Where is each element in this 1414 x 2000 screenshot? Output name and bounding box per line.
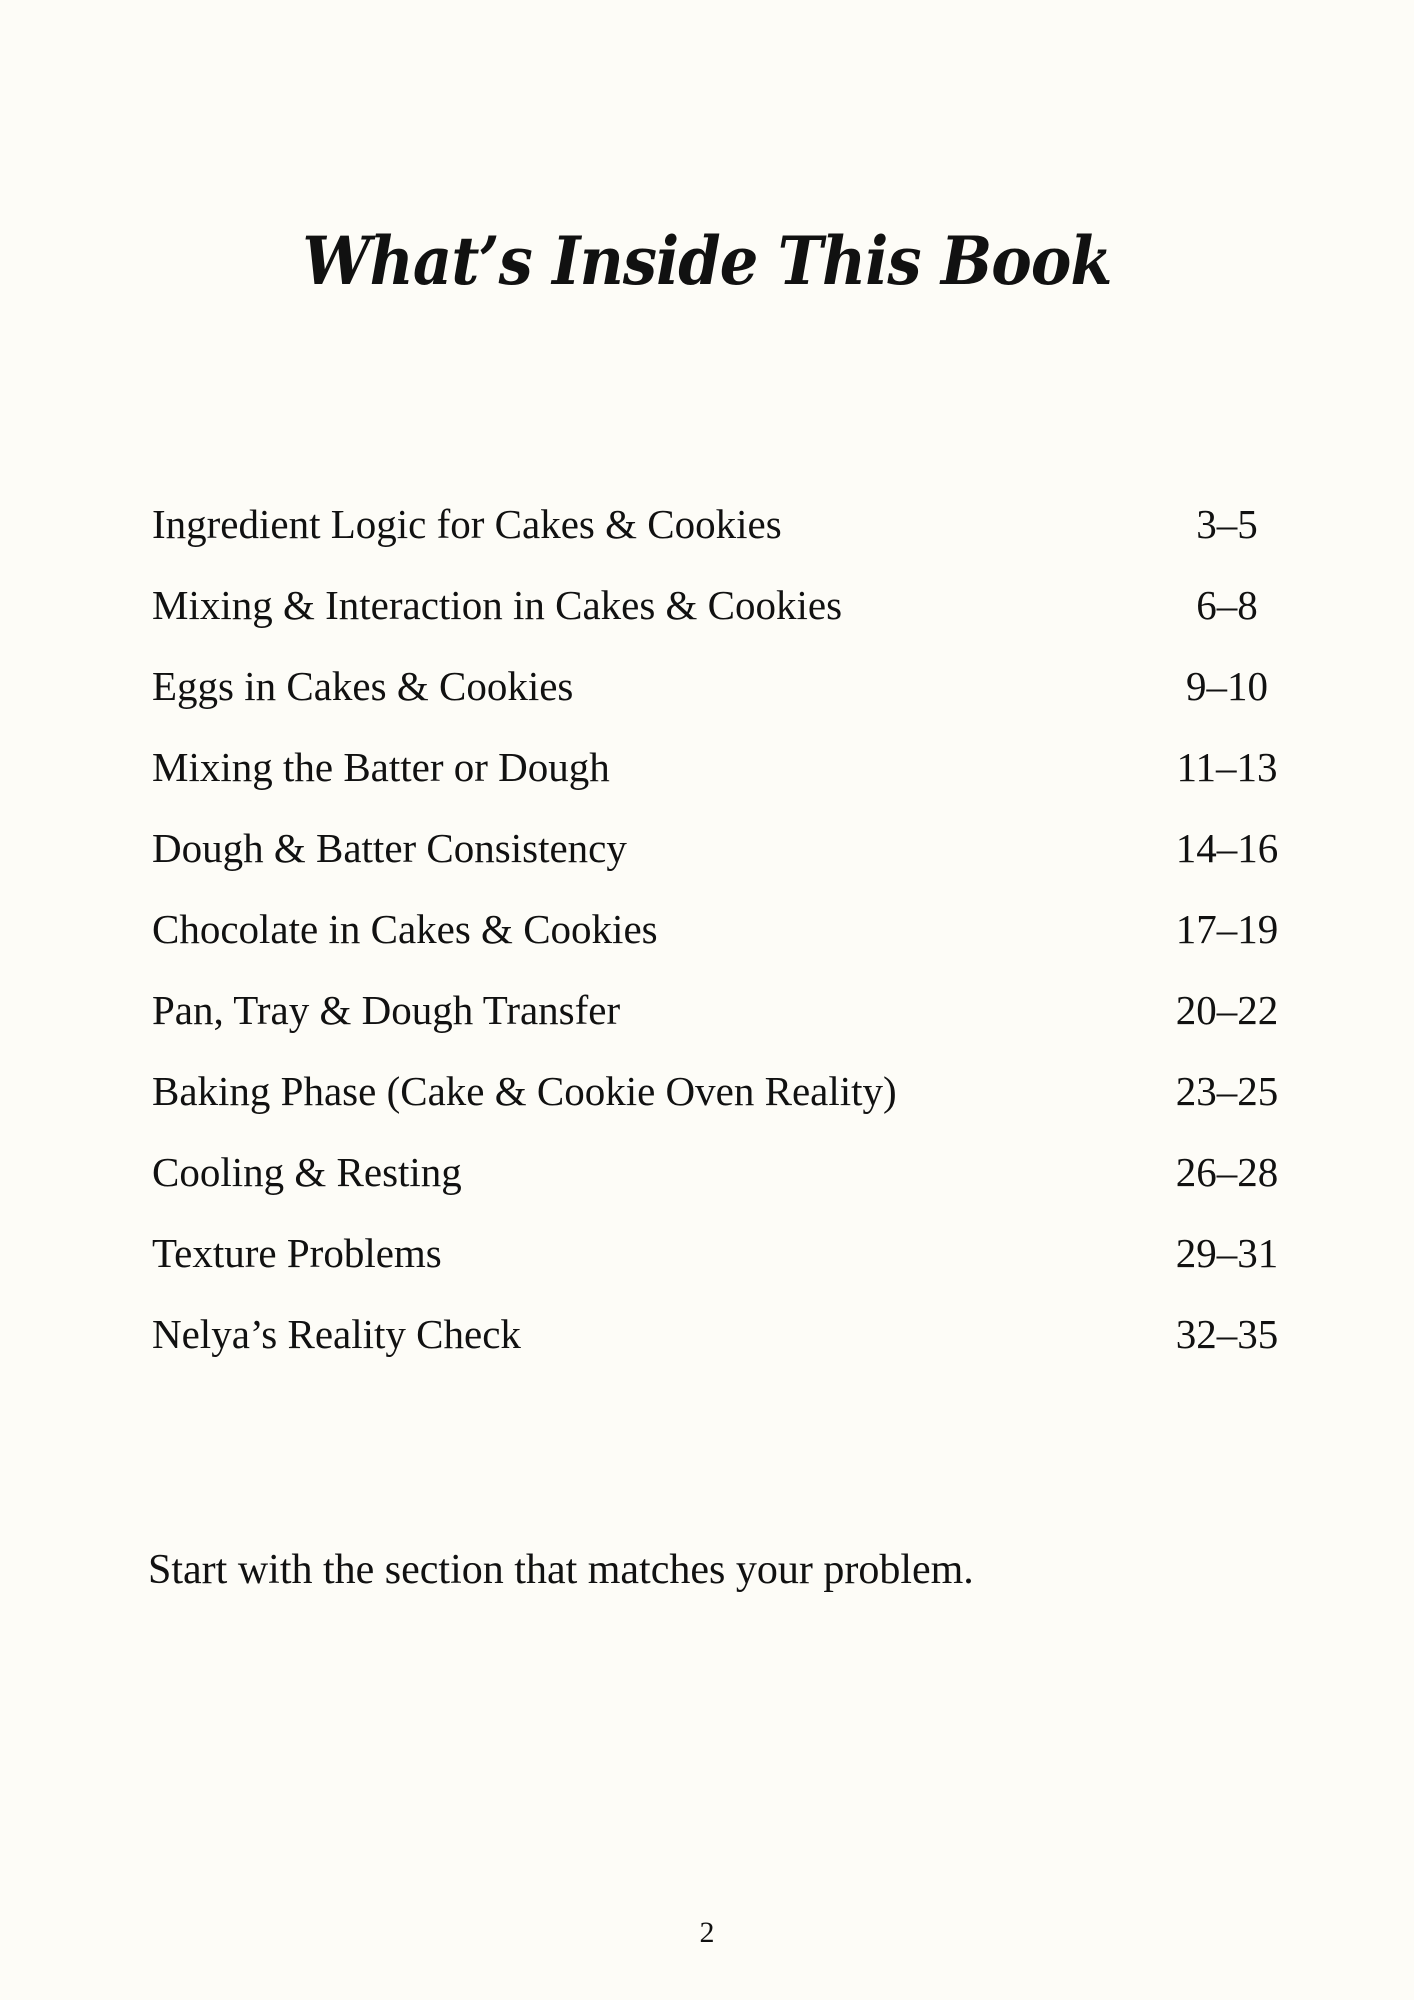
toc-entry-pages: 3–5 (1196, 501, 1258, 547)
toc-entry[interactable] (152, 1223, 1292, 1304)
toc-entry[interactable] (152, 737, 1292, 818)
toc-entry-title: Ingredient Logic for Cakes & Cookies (152, 501, 782, 547)
toc-entry[interactable] (152, 1142, 1292, 1223)
table-of-contents (152, 494, 1292, 1385)
toc-entry[interactable] (152, 494, 1292, 575)
toc-entry-pages: 14–16 (1175, 825, 1279, 871)
toc-entry-title: Texture Problems (152, 1230, 442, 1276)
toc-entry-title: Baking Phase (Cake & Cookie Oven Reality) (152, 1068, 897, 1114)
reading-hint: Start with the section that matches your problem. (148, 1547, 974, 1593)
toc-entry-pages: 29–31 (1175, 1230, 1279, 1276)
toc-entry-title: Chocolate in Cakes & Cookies (152, 906, 658, 952)
page-number: 2 (699, 1916, 715, 1949)
toc-entry[interactable] (152, 818, 1292, 899)
toc-entry-pages: 26–28 (1175, 1149, 1279, 1195)
toc-entry[interactable] (152, 899, 1292, 980)
toc-entry-title: Mixing the Batter or Dough (152, 744, 610, 790)
toc-entry[interactable] (152, 1061, 1292, 1142)
toc-entry[interactable] (152, 1304, 1292, 1385)
toc-entry-pages: 11–13 (1176, 744, 1278, 790)
toc-entry-pages: 9–10 (1186, 663, 1268, 709)
toc-entry-title: Eggs in Cakes & Cookies (152, 663, 574, 709)
toc-entry[interactable] (152, 980, 1292, 1061)
page-title: What’s Inside This Book (302, 222, 1112, 300)
toc-entry-title: Dough & Batter Consistency (152, 825, 627, 871)
toc-entry[interactable] (152, 656, 1292, 737)
toc-entry-pages: 17–19 (1175, 906, 1279, 952)
toc-entry-title: Pan, Tray & Dough Transfer (152, 987, 621, 1033)
toc-entry[interactable] (152, 575, 1292, 656)
toc-entry-pages: 32–35 (1175, 1311, 1279, 1357)
toc-entry-title: Nelya’s Reality Check (152, 1311, 521, 1357)
toc-entry-title: Cooling & Resting (152, 1149, 462, 1195)
toc-entry-pages: 20–22 (1175, 987, 1279, 1033)
toc-entry-title: Mixing & Interaction in Cakes & Cookies (152, 582, 843, 628)
toc-entry-pages: 23–25 (1175, 1068, 1279, 1114)
toc-entry-pages: 6–8 (1196, 582, 1258, 628)
